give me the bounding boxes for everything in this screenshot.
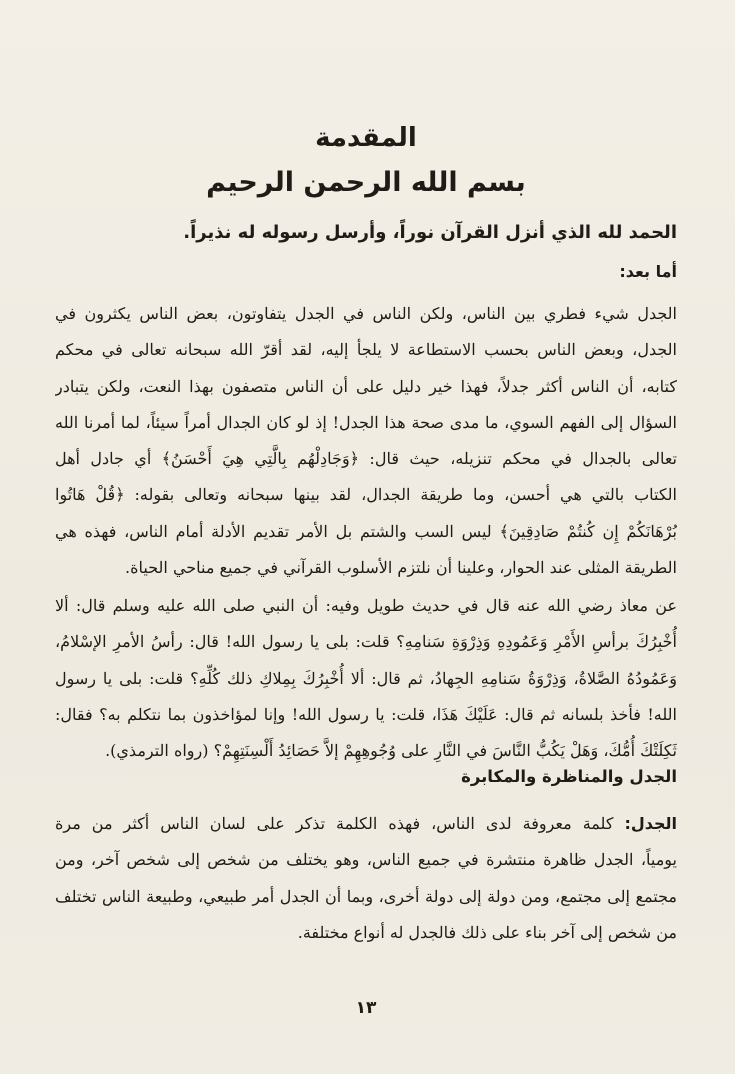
text-line: الجدل شيء فطري بين الناس، ولكن الناس في الجدل يتفاوتون، بعض الناس يكثرون في bbox=[55, 304, 677, 323]
text-line: أُخْبِرُكَ برأسِ الأَمْرِ وَعَمُودِهِ وَذِرْوَةِ سَنامِهِ؟ قلت: بلى يا رسول الله! قال: رأسُ الأمرِ الإسْلامُ، bbox=[55, 632, 677, 652]
text-line: من شخص إلى آخر بناء على ذلك فالجدل له أنواع مختلفة. bbox=[297, 922, 677, 942]
text-line bbox=[55, 806, 677, 842]
text-line-rest: كلمة معروفة لدى الناس، فهذه الكلمة تذكر على لسان الناس أكثر من مرة bbox=[55, 814, 625, 833]
text-line: الله! فأخذ بلسانه ثم قال: عَلَيْكَ هَذَا، قلت: يا رسول الله! وإنا لمؤاخذون بما نتكلم به؟ فقال: bbox=[55, 704, 677, 724]
text-line: الكتاب بالتي هي أحسن، وما طريقة الجدال، لقد بينها سبحانه وتعالى بقوله: ﴿قُلْ هَاتُوا bbox=[55, 485, 677, 505]
text-line: السؤال إلى الفهم السوي، ما مدى صحة هذا الجدل! إذ لو كان الجدال أمراً سيئاً، لما أمرنا الله bbox=[55, 412, 677, 432]
hamd-line: الحمد لله الذي أنزل القرآن نوراً، وأرسل رسوله له نذيراً. bbox=[183, 222, 677, 243]
paragraph-hadith bbox=[55, 588, 677, 769]
text-line: عن معاذ رضي الله عنه قال في حديث طويل وفيه: أن النبي صلى الله عليه وسلم قال: ألا bbox=[55, 596, 677, 615]
text-line: بُرْهَانَكُمْ إِن كُنتُمْ صَادِقِينَ﴾ ليس السب والشتم بل الأمر تقديم الأدلة أمام الناس، فهذه هي bbox=[55, 521, 677, 541]
text-line: كتابه، أن الناس أكثر جدلاً، فهذا خير دليل على أن الناس متصفون بهذا النعت، ولكن يتبادر bbox=[55, 376, 677, 396]
term-jadal: الجدل: bbox=[624, 814, 677, 833]
section-title: الجدل والمناظرة والمكابرة bbox=[461, 767, 677, 786]
page-number: ١٣ bbox=[355, 998, 377, 1018]
text-line: مجتمع إلى مجتمع، ومن دولة إلى دولة أخرى، وبما أن الجدل أمر طبيعي، وطبيعة الناس تختلف bbox=[55, 886, 677, 906]
text-line: وَعَمُودُهُ الصَّلاةُ، وَذِرْوَةُ سَنامِهِ الجِهادُ، ثم قال: ألا أُخْبِرُكَ بِمِلاكِ ذلك كُلِّهِ؟ قلت: بلى يا رسول bbox=[55, 668, 677, 688]
amma-baad: أما بعد: bbox=[619, 262, 677, 281]
text-line: الجدل، وبعض الناس بحسب الاستطاعة لا يلجأ إليه، لقد أقرّ الله سبحانه تعالى في محكم bbox=[55, 340, 677, 360]
text-line: تعالى بالجدال في محكم تنزيله، حيث قال: ﴿وَجَادِلْهُم بِالَّتِي هِيَ أَحْسَنُ﴾ أي جادل أهل bbox=[55, 449, 677, 469]
page-title: المقدمة bbox=[315, 123, 417, 153]
text-line: ثَكِلَتْكَ أُمُّكَ، وَهَلْ يَكُبُّ النَّاسَ في النَّارِ على وُجُوهِهِمْ إلاَّ حَصَائِدُ أَلْسِنَتِهِمْ؟ (رواه الترمذي). bbox=[105, 741, 677, 761]
paragraph-jadal-definition bbox=[55, 806, 677, 951]
text-line: يومياً، الجدل ظاهرة منتشرة في جميع الناس، وهو يختلف من شخص إلى شخص آخر، ومن bbox=[55, 850, 677, 870]
text-line: الطريقة المثلى عند الحوار، وعلينا أن نلتزم الأسلوب القرآني في جميع مناحي الحياة. bbox=[125, 558, 677, 578]
paragraph-jadal-intro bbox=[55, 296, 677, 586]
basmala: بسم الله الرحمن الرحيم bbox=[206, 167, 526, 198]
